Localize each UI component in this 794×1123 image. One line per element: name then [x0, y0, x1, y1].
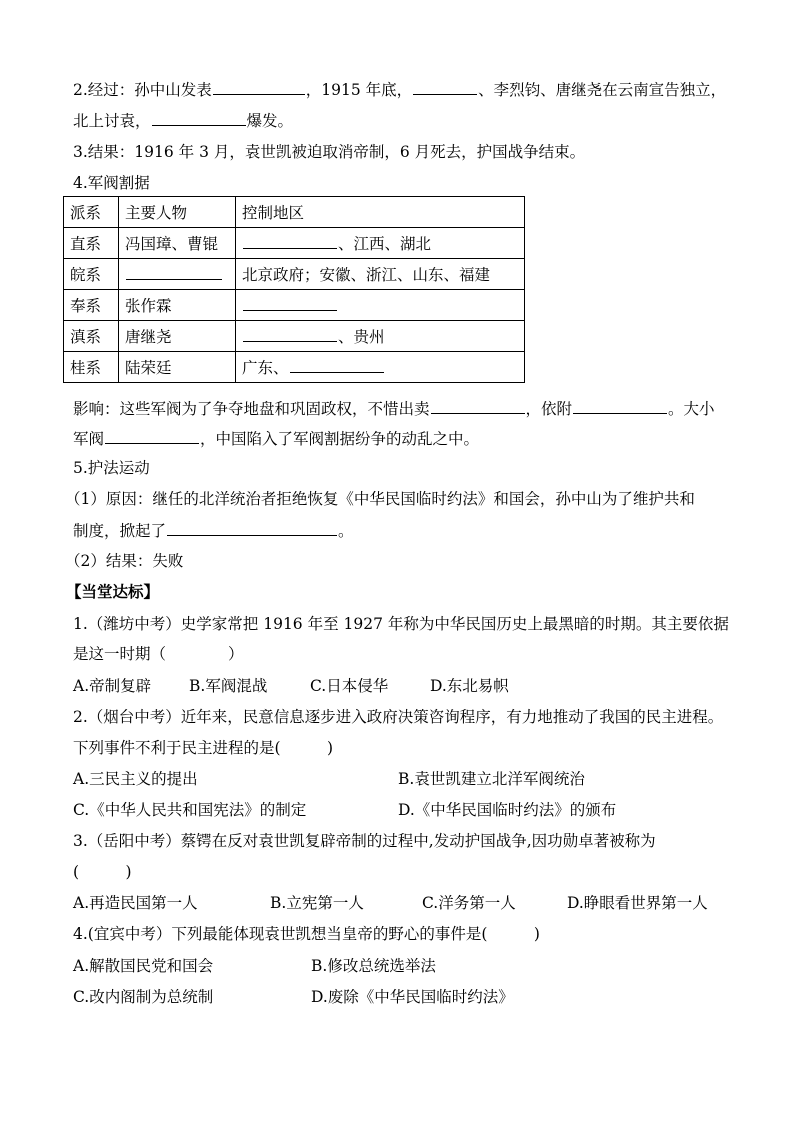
table-row [64, 352, 525, 383]
warlord-title: 4.军阀割据 [73, 174, 150, 192]
answer-blank[interactable] [413, 79, 477, 95]
people-cell: 张作霖 [119, 290, 236, 321]
process-line-2 [73, 110, 293, 131]
process-text-e: 爆发。 [246, 112, 294, 130]
option-d[interactable]: D.废除《中华民国临时约法》 [311, 988, 514, 1006]
result-line: 3.结果：1916 年 3 月，袁世凯被迫取消帝制，6 月死去，护国战争结束。 [73, 143, 586, 161]
answer-blank[interactable] [573, 398, 667, 414]
section-heading: 【当堂达标】 [66, 582, 160, 601]
answer-blank[interactable] [431, 398, 525, 414]
option-c[interactable]: C.改内阁制为总统制 [73, 988, 214, 1006]
option-a[interactable]: A.解散国民党和国会 [73, 957, 214, 975]
region-text: 、贵州 [338, 328, 385, 346]
question-2-line-2: 下列事件不利于民主进程的是( ) [73, 739, 334, 757]
impact-text-b: ，依附 [525, 400, 573, 418]
option-d[interactable]: D.东北易帜 [430, 677, 509, 695]
question-1-line-2: 是这一时期（ ） [73, 645, 244, 663]
answer-blank[interactable] [243, 233, 337, 249]
faction-cell: 滇系 [64, 321, 119, 352]
impact-line-1 [73, 398, 715, 419]
impact-text-a: 影响：这些军阀为了争夺地盘和巩固政权，不惜出卖 [73, 400, 430, 418]
answer-blank[interactable] [213, 79, 305, 95]
region-text: 广东、 [242, 359, 289, 377]
option-d[interactable]: D.睁眼看世界第一人 [567, 894, 708, 912]
faction-cell: 直系 [64, 228, 119, 259]
table-row [64, 228, 525, 259]
option-a[interactable]: A.三民主义的提出 [73, 770, 198, 788]
option-c[interactable]: C.洋务第一人 [422, 894, 516, 912]
region-cell [236, 290, 525, 321]
answer-blank[interactable] [126, 264, 222, 280]
table-header: 主要人物 [119, 197, 236, 228]
constitution-title: 5.护法运动 [73, 459, 150, 477]
option-d[interactable]: D.《中华民国临时约法》的颁布 [398, 801, 617, 819]
answer-blank[interactable] [167, 520, 337, 536]
faction-cell: 皖系 [64, 259, 119, 290]
process-text-d: 北上讨袁， [73, 112, 151, 130]
process-text-a: 2.经过：孙中山发表 [73, 81, 212, 99]
option-b[interactable]: B.修改总统选举法 [311, 957, 436, 975]
impact-line-2 [73, 428, 479, 449]
answer-blank[interactable] [243, 326, 337, 342]
people-cell [119, 259, 236, 290]
answer-blank[interactable] [290, 357, 384, 373]
question-3-line-1: 3.（岳阳中考）蔡锷在反对袁世凯复辟帝制的过程中,发动护国战争,因功勋卓著被称为 [73, 832, 656, 850]
question-1-line-1: 1.（潍坊中考）史学家常把 1916 年至 1927 年称为中华民国历史上最黑暗的时期。其主要依据 [73, 615, 729, 633]
question-3-line-2: ( ) [73, 863, 132, 881]
faction-cell: 桂系 [64, 352, 119, 383]
table-row [64, 290, 525, 321]
option-a[interactable]: A.再造民国第一人 [73, 894, 198, 912]
process-text-c: 、李烈钧、唐继尧在云南宣告独立， [478, 81, 727, 99]
table-header: 控制地区 [236, 197, 525, 228]
option-b[interactable]: B.军阀混战 [189, 677, 268, 695]
table-row [64, 321, 525, 352]
region-cell [236, 352, 525, 383]
answer-blank[interactable] [105, 428, 199, 444]
answer-blank[interactable] [152, 110, 246, 126]
table-row [64, 259, 525, 290]
option-c[interactable]: C.《中华人民共和国宪法》的制定 [73, 801, 307, 819]
people-cell: 冯国璋、曹锟 [119, 228, 236, 259]
option-b[interactable]: B.立宪第一人 [270, 894, 364, 912]
cause-text-a: 制度，掀起了 [73, 522, 167, 540]
region-cell [236, 228, 525, 259]
region-cell [236, 321, 525, 352]
question-2-line-1: 2.（烟台中考）近年来，民意信息逐步进入政府决策咨询程序，有力地推动了我国的民主进程。 [73, 708, 724, 726]
option-c[interactable]: C.日本侵华 [310, 677, 389, 695]
impact-text-d: 军阀 [73, 430, 105, 448]
people-cell: 陆荣廷 [119, 352, 236, 383]
answer-blank[interactable] [243, 295, 337, 311]
question-4-line-1: 4.(宜宾中考）下列最能体现袁世凯想当皇帝的野心的事件是( ) [73, 925, 540, 943]
constitution-cause-line-2 [73, 520, 354, 541]
process-line-1 [73, 79, 726, 100]
warlord-table [63, 196, 525, 383]
region-text: 、江西、湖北 [338, 235, 432, 253]
table-header-row [64, 197, 525, 228]
constitution-cause-line-1: （1）原因：继任的北洋统治者拒绝恢复《中华民国临时约法》和国会，孙中山为了维护共和 [65, 490, 695, 508]
option-a[interactable]: A.帝制复辟 [73, 677, 152, 695]
impact-text-c: 。大小 [668, 400, 715, 418]
region-cell: 北京政府；安徽、浙江、山东、福建 [236, 259, 525, 290]
people-cell: 唐继尧 [119, 321, 236, 352]
faction-cell: 奉系 [64, 290, 119, 321]
process-text-b: ，1915 年底， [305, 81, 413, 99]
table-header: 派系 [64, 197, 119, 228]
impact-text-e: ，中国陷入了军阀割据纷争的动乱之中。 [200, 430, 480, 448]
option-b[interactable]: B.袁世凯建立北洋军阀统治 [398, 770, 585, 788]
cause-text-b: 。 [338, 522, 354, 540]
constitution-outcome: （2）结果：失败 [65, 552, 184, 570]
